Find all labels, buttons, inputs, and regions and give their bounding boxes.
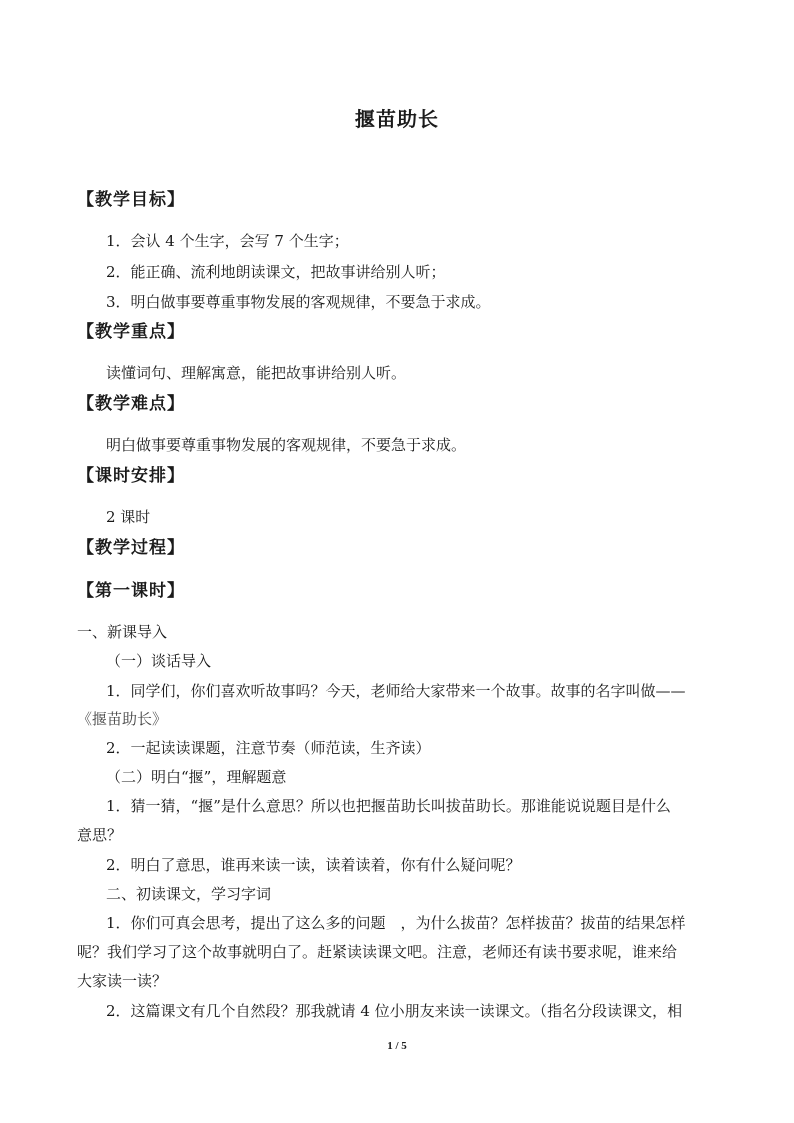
goal-item-3: 3．明白做事要尊重事物发展的客观规律，不要急于求成。 bbox=[106, 293, 491, 311]
lesson1-part2-item1-line3: 大家读一读？ bbox=[77, 972, 168, 990]
lesson1-sub2-item2: 2．明白了意思，谁再来读一读，读着读着，你有什么疑问呢？ bbox=[106, 856, 521, 874]
lesson1-part2-item2-line1: 2．这篇课文有几个自然段？那我就请 4 位小朋友来读一读课文。（指名分段读课文，相 bbox=[106, 1002, 683, 1020]
lesson1-sub2-item1-line2: 意思？ bbox=[77, 826, 123, 844]
lesson1-sub2-item1-line1: 1．猜一猜，“揠”是什么意思？所以也把揠苗助长叫拔苗助长。那谁能说说题目是什么 bbox=[106, 797, 671, 815]
section-heading-key-points: 【教学重点】 bbox=[77, 322, 185, 342]
lesson1-sub1-item1-line1: 1．同学们，你们喜欢听故事吗？今天，老师给大家带来一个故事。故事的名字叫做—— bbox=[106, 682, 686, 700]
section-heading-goals: 【教学目标】 bbox=[77, 190, 185, 210]
lesson1-sub1-item2: 2．一起读读课题，注意节奏（师范读，生齐读） bbox=[106, 739, 431, 757]
difficulties-text: 明白做事要尊重事物发展的客观规律，不要急于求成。 bbox=[106, 436, 467, 454]
lesson1-part1-title: 一、新课导入 bbox=[77, 623, 168, 641]
lesson1-sub1-title: （一）谈话导入 bbox=[106, 652, 212, 670]
lesson1-sub2-title: （二）明白“揠”，理解题意 bbox=[106, 768, 287, 786]
section-heading-process: 【教学过程】 bbox=[77, 538, 185, 558]
section-heading-lesson-1: 【第一课时】 bbox=[77, 581, 185, 601]
goal-item-1: 1．会认 4 个生字，会写 7 个生字； bbox=[106, 232, 349, 250]
page-number: 1 / 5 bbox=[387, 1040, 407, 1052]
key-points-text: 读懂词句、理解寓意，能把故事讲给别人听。 bbox=[106, 364, 407, 382]
lesson1-part2-item1-line2: 呢？我们学习了这个故事就明白了。赶紧读读课文吧。注意，老师还有读书要求呢，谁来给 bbox=[77, 943, 678, 961]
section-heading-schedule: 【课时安排】 bbox=[77, 466, 185, 486]
lesson1-sub1-item1-line2: 《揠苗助长》 bbox=[77, 710, 168, 728]
schedule-text: 2 课时 bbox=[106, 508, 151, 526]
document-title: 揠苗助长 bbox=[355, 107, 439, 131]
lesson1-part2-item1-line1: 1．你们可真会思考，提出了这么多的问题 ，为什么拔苗？怎样拔苗？拔苗的结果怎样 bbox=[106, 914, 686, 932]
section-heading-difficulties: 【教学难点】 bbox=[77, 394, 185, 414]
lesson1-part2-title: 二、初读课文，学习字词 bbox=[106, 885, 272, 903]
goal-item-2: 2．能正确、流利地朗读课文，把故事讲给别人听； bbox=[106, 263, 446, 281]
